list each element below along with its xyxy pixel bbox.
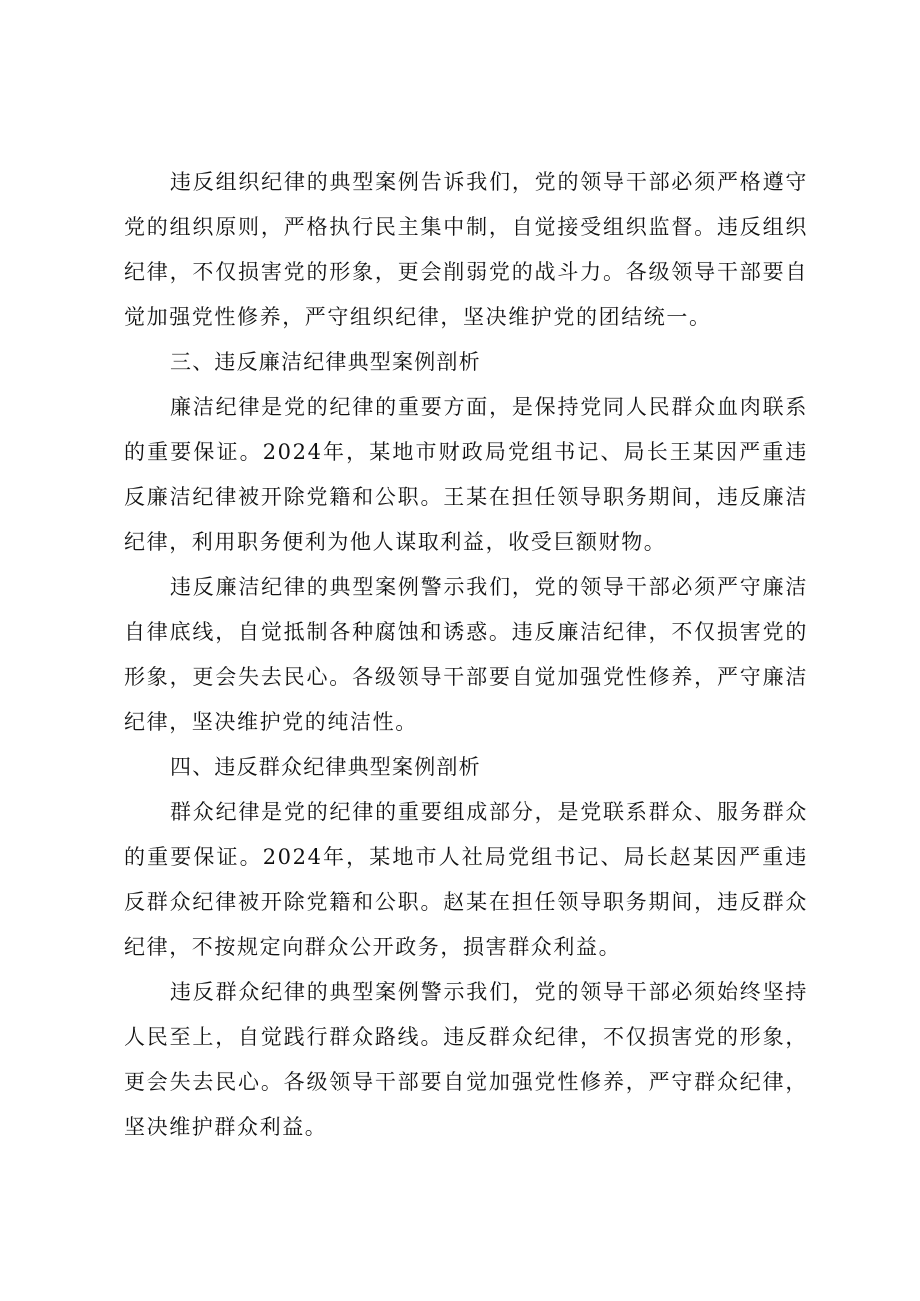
paragraph-mass-discipline-lesson: 违反群众纪律的典型案例警示我们，党的领导干部必须始终坚持人民至上，自觉践行群众路线。违反群众纪律，不仅损害党的形象，更会失去民心。各级领导干部要自觉加强党性修养，严守群众纪律，坚决维护群众利益。 (124, 980, 808, 1139)
paragraph-integrity-discipline-case: 廉洁纪律是党的纪律的重要方面，是保持党同人民群众血肉联系的重要保证。2024年，某地市财政局党组书记、局长王某因严重违反廉洁纪律被开除党籍和公职。王某在担任领导职务期间，违反廉洁纪律，利用职务便利为他人谋取利益，收受巨额财物。 (124, 395, 808, 554)
paragraph-integrity-discipline-lesson: 违反廉洁纪律的典型案例警示我们，党的领导干部必须严守廉洁自律底线，自觉抵制各种腐蚀和诱惑。违反廉洁纪律，不仅损害党的形象，更会失去民心。各级领导干部要自觉加强党性修养，严守廉洁纪律，坚决维护党的纯洁性。 (124, 575, 808, 734)
paragraph-mass-discipline-case: 群众纪律是党的纪律的重要组成部分，是党联系群众、服务群众的重要保证。2024年，某地市人社局党组书记、局长赵某因严重违反群众纪律被开除党籍和公职。赵某在担任领导职务期间，违反群众纪律，不按规定向群众公开政务，损害群众利益。 (124, 800, 808, 959)
document-body (124, 160, 808, 1150)
section-heading-mass-discipline: 四、违反群众纪律典型案例剖析 (170, 755, 481, 779)
paragraph-organization-discipline-lesson: 违反组织纪律的典型案例告诉我们，党的领导干部必须严格遵守党的组织原则，严格执行民主集中制，自觉接受组织监督。违反组织纪律，不仅损害党的形象，更会削弱党的战斗力。各级领导干部要自觉加强党性修养，严守组织纪律，坚决维护党的团结统一。 (124, 170, 808, 329)
section-heading-integrity-discipline: 三、违反廉洁纪律典型案例剖析 (170, 350, 481, 374)
